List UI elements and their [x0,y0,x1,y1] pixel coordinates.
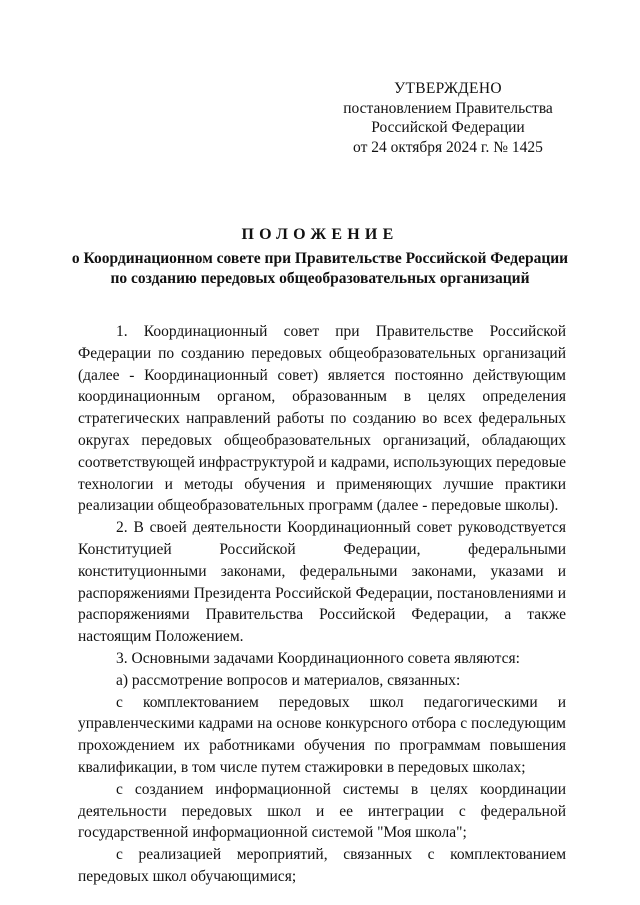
subtitle-line: о Координационном совете при Правительстве Российской Федерации [71,250,569,267]
subtitle-line: по созданию передовых общеобразовательных организаций [110,270,530,287]
document-title: ПОЛОЖЕНИЕ [241,226,399,243]
paragraph-1: 1. Координационный совет при Правительстве Российской Федерации по созданию передовых общеобразовательных организаций (далее - Координационный совет) является постоянно действующим координационным органом, образованным в целях определения стратегических направлений работы по созданию во всех федеральных округах передовых общеобразовательных организаций, обладающих соответствующей инфраструктурой и кадрами, использующих передовые технологии и методы обучения и применяющих лучшие практики реализации общеобразовательных программ (далее - передовые школы). [78,323,566,515]
list-item: с созданием информационной системы в целях координации деятельности передовых школ и ее интеграции с федеральной государственной информационной системой "Моя школа"; [78,780,566,842]
approval-line: Российской Федерации [371,119,525,136]
approval-stamp [330,79,566,157]
approval-heading: УТВЕРЖДЕНО [394,80,502,97]
list-item: с реализацией мероприятий, связанных с комплектованием передовых школ обучающимися; [78,846,566,885]
document-subtitle [60,249,580,289]
paragraph-3a: а) рассмотрение вопросов и материалов, связанных: [116,671,461,689]
paragraph-3: 3. Основными задачами Координационного совета являются: [116,649,520,667]
list-item: с комплектованием передовых школ педагогическими и управленческими кадрами на основе конкурсного отбора с последующим прохождением их работниками обучения по программам повышения квалификации, в том числе путем стажировки в передовых школах; [78,693,566,776]
paragraph-2: 2. В своей деятельности Координационный совет руководствуется Конституцией Российской Федерации, федеральными конституционными законами, федеральными законами, указами и распоряжениями Президента Российской Федерации, постановлениями и распоряжениями Правительства Российской Федерации, а также настоящим Положением. [78,519,566,646]
approval-date-number: от 24 октября 2024 г. № 1425 [353,138,543,156]
document-body [78,321,566,888]
approval-line: постановлением Правительства [343,99,553,117]
